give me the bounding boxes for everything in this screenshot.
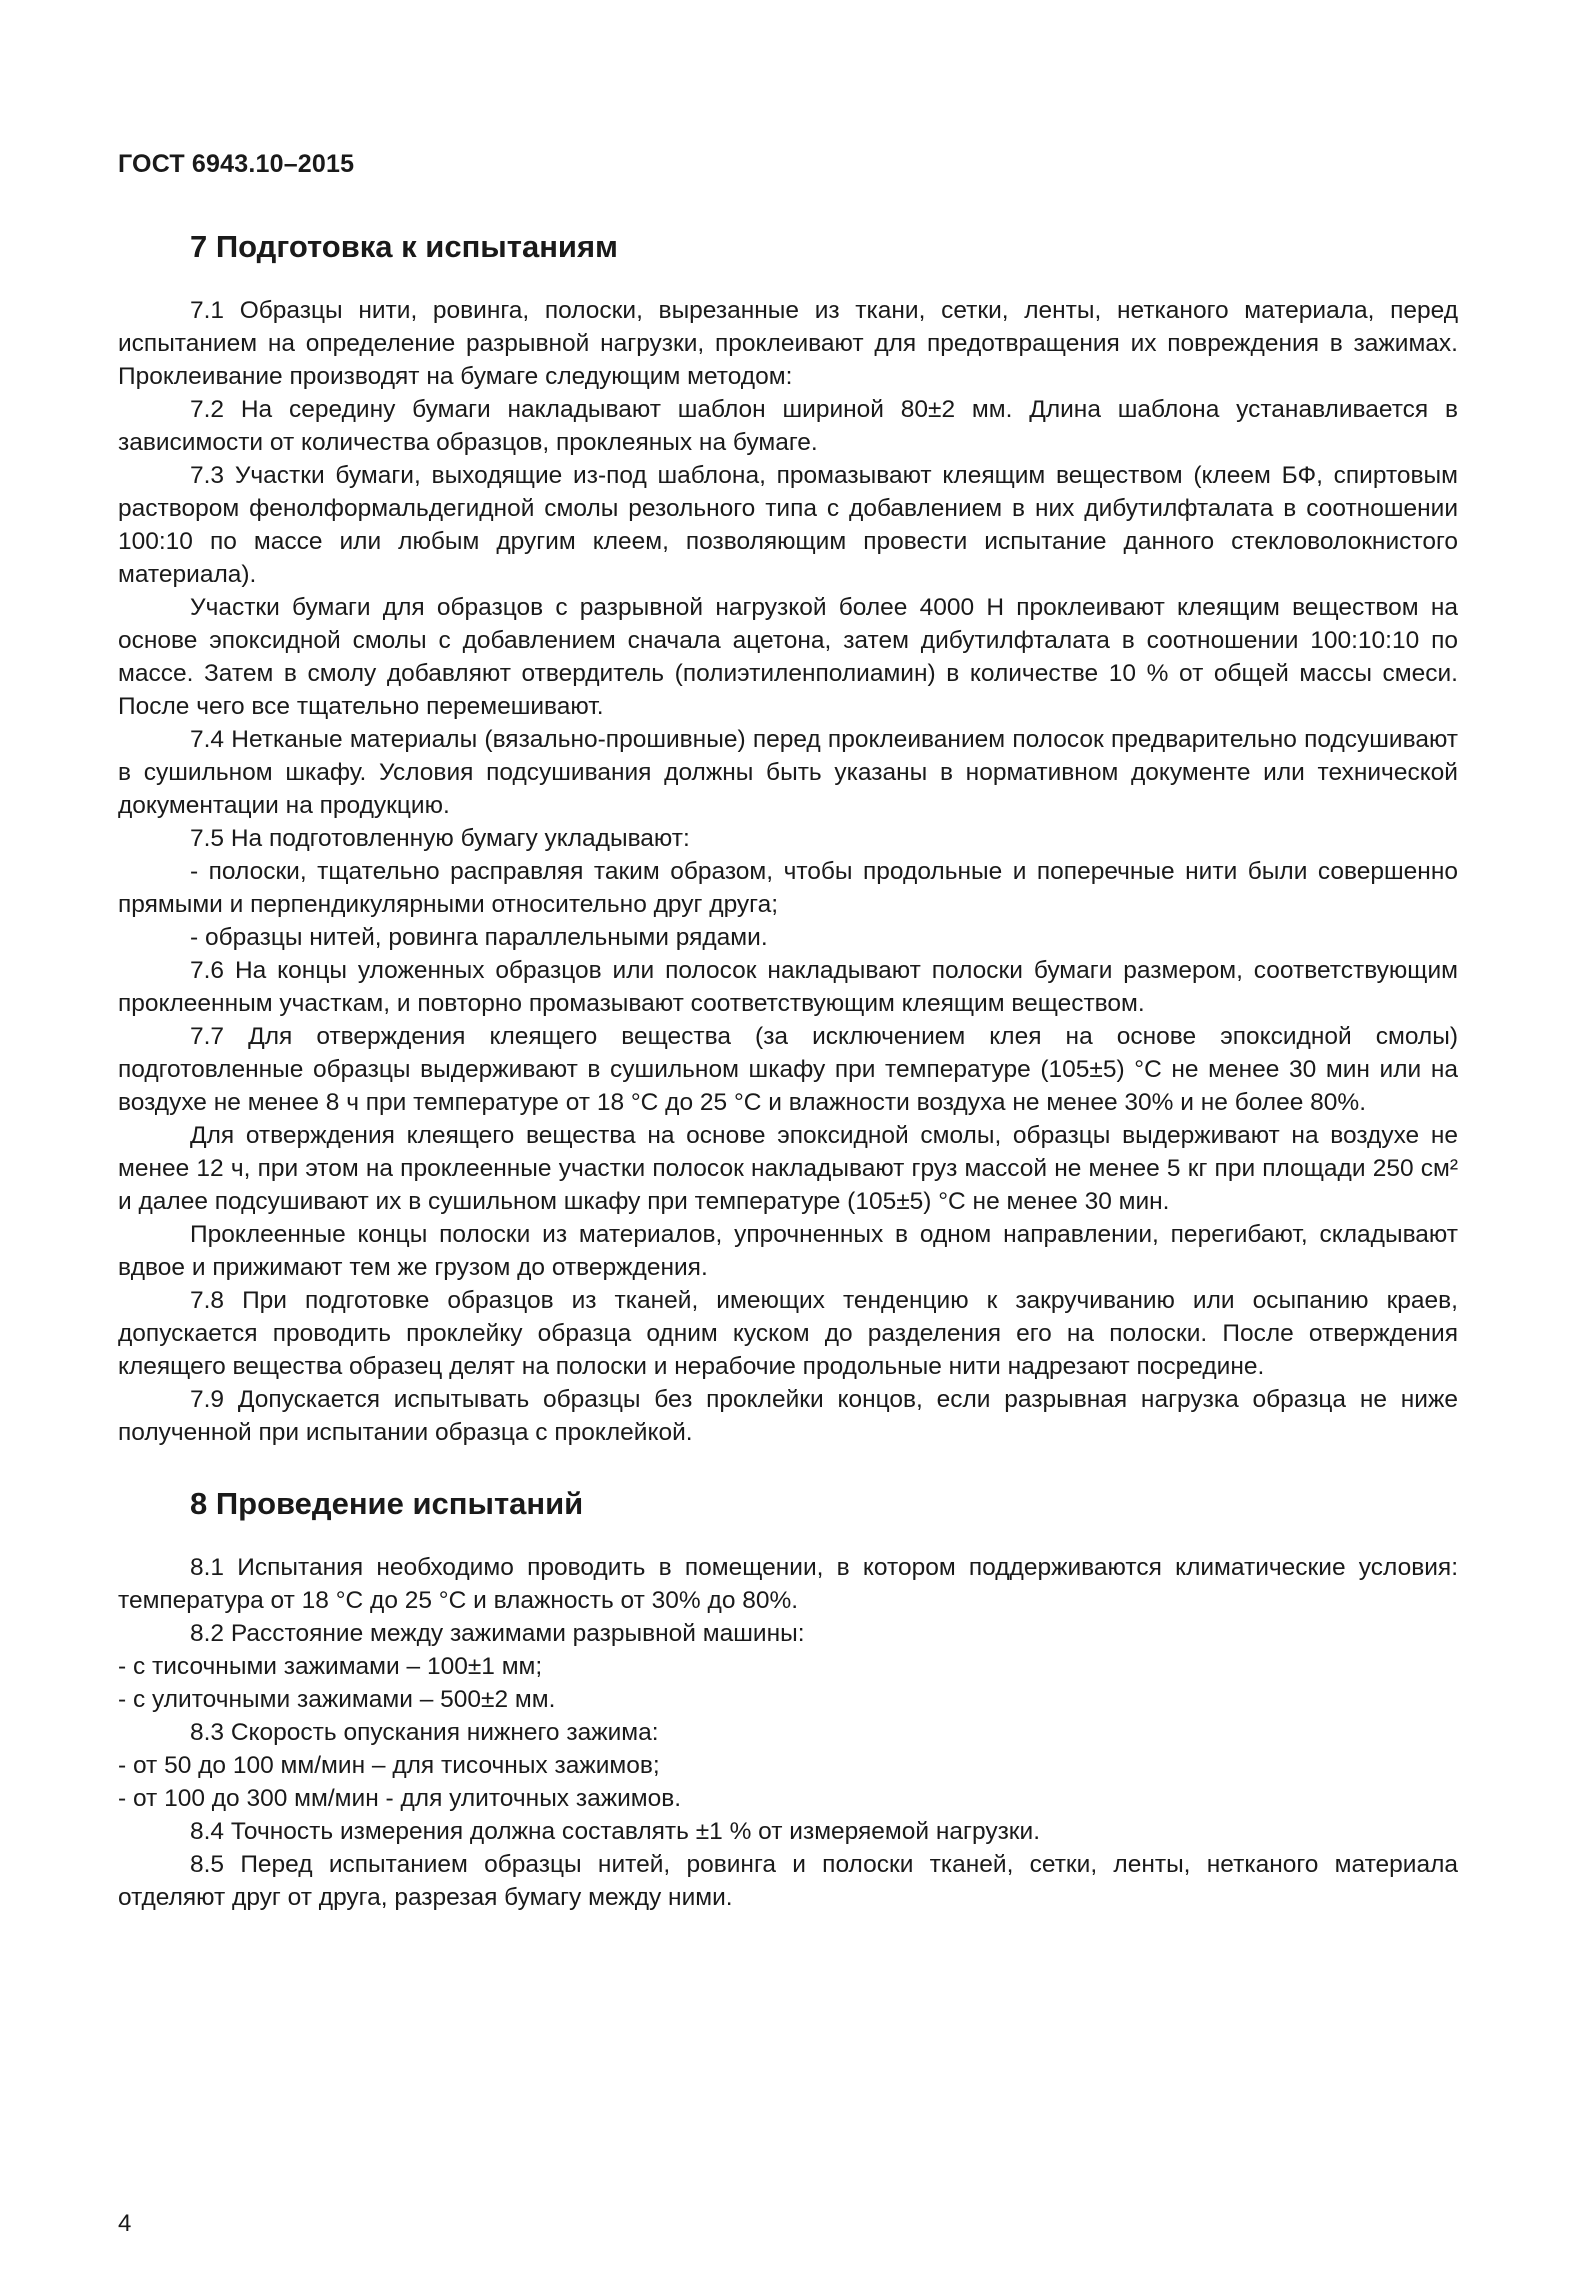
list-item-speed-vise: - от 50 до 100 мм/мин – для тисочных зажимов; (118, 1752, 660, 1779)
paragraph-7-6: 7.6 На концы уложенных образцов или полосок накладывают полоски бумаги размером, соответствующим проклеенным участкам, и повторно промазывают соответствующим клеящим веществом. (118, 957, 1458, 1017)
list-item-speed-snail: - от 100 до 300 мм/мин - для улиточных зажимов. (118, 1785, 682, 1812)
paragraph-7-3: 7.3 Участки бумаги, выходящие из-под шаблона, промазывают клеящим веществом (клеем БФ, спиртовым раствором фенолформальдегидной смолы резольного типа с добавлением в них дибутилфталата в соотношении 100:10 по массе или любым другим клеем, позволяющим провести испытание данного стекловолокнистого материала). (118, 462, 1458, 588)
list-item-strips: - полоски, тщательно расправляя таким образом, чтобы продольные и поперечные нити были совершенно прямыми и перпендикулярными относительно друг друга; (118, 858, 1458, 918)
paragraph-8-2: 8.2 Расстояние между зажимами разрывной машины: (190, 1620, 805, 1647)
paragraph-8-3: 8.3 Скорость опускания нижнего зажима: (190, 1719, 659, 1746)
document-body (118, 226, 1458, 1914)
paragraph-7-9: 7.9 Допускается испытывать образцы без проклейки концов, если разрывная нагрузка образца не ниже полученной при испытании образца с проклейкой. (118, 1386, 1458, 1446)
paragraph-8-4: 8.4 Точность измерения должна составлять ±1 % от измеряемой нагрузки. (190, 1818, 1041, 1845)
list-item-snail-clamps: - с улиточными зажимами – 500±2 мм. (118, 1686, 556, 1713)
list-item-vise-clamps: - с тисочными зажимами – 100±1 мм; (118, 1653, 543, 1680)
page-number: 4 (118, 2210, 132, 2237)
paragraph-7-7-epoxy: Для отверждения клеящего вещества на основе эпоксидной смолы, образцы выдерживают на воздухе не менее 12 ч, при этом на проклеенные участки полосок накладывают груз массой не менее 5 кг при площади 250 см² и далее подсушивают их в сушильном шкафу при температуре (105±5) °С не менее 30 мин. (118, 1122, 1458, 1215)
paragraph-7-4: 7.4 Нетканые материалы (вязально-прошивные) перед проклеиванием полосок предварительно подсушивают в сушильном шкафу. Условия подсушивания должны быть указаны в нормативном документе или технической документации на продукцию. (118, 726, 1458, 819)
paragraph-8-5: 8.5 Перед испытанием образцы нитей, ровинга и полоски тканей, сетки, ленты, нетканого материала отделяют друг от друга, разрезая бумагу между ними. (118, 1851, 1458, 1911)
paragraph-7-5: 7.5 На подготовленную бумагу укладывают: (190, 825, 690, 852)
paragraph-7-1: 7.1 Образцы нити, ровинга, полоски, вырезанные из ткани, сетки, ленты, нетканого материала, перед испытанием на определение разрывной нагрузки, проклеивают для предотвращения их повреждения в зажимах. Проклеивание производят на бумаге следующим методом: (118, 297, 1458, 390)
section-7-title: 7 Подготовка к испытаниям (190, 229, 618, 264)
list-item-threads: - образцы нитей, ровинга параллельными рядами. (190, 924, 768, 951)
paragraph-7-7-ends: Проклеенные концы полоски из материалов, упрочненных в одном направлении, перегибают, складывают вдвое и прижимают тем же грузом до отверждения. (118, 1221, 1458, 1281)
paragraph-7-8: 7.8 При подготовке образцов из тканей, имеющих тенденцию к закручиванию или осыпанию краев, допускается проводить проклейку образца одним куском до разделения его на полоски. После отверждения клеящего вещества образец делят на полоски и нерабочие продольные нити надрезают посредине. (118, 1287, 1458, 1380)
paragraph-7-2: 7.2 На середину бумаги накладывают шаблон шириной 80±2 мм. Длина шаблона устанавливается в зависимости от количества образцов, проклеяных на бумаге. (118, 396, 1458, 456)
document-code-header: ГОСТ 6943.10–2015 (118, 150, 355, 178)
paragraph-7-3-epoxy: Участки бумаги для образцов с разрывной нагрузкой более 4000 Н проклеивают клеящим веществом на основе эпоксидной смолы с добавлением сначала ацетона, затем дибутилфталата в соотношении 100:10:10 по массе. Затем в смолу добавляют отвердитель (полиэтиленполиамин) в количестве 10 % от общей массы смеси. После чего все тщательно перемешивают. (118, 594, 1458, 720)
section-8-title: 8 Проведение испытаний (190, 1486, 584, 1521)
paragraph-7-7: 7.7 Для отверждения клеящего вещества (за исключением клея на основе эпоксидной смолы) подготовленные образцы выдерживают в сушильном шкафу при температуре (105±5) °С не менее 30 мин или на воздухе не менее 8 ч при температуре от 18 °С до 25 °С и влажности воздуха не менее 30% и не более 80%. (118, 1023, 1458, 1116)
paragraph-8-1: 8.1 Испытания необходимо проводить в помещении, в котором поддерживаются климатические условия: температура от 18 °С до 25 °С и влажность от 30% до 80%. (118, 1554, 1458, 1614)
